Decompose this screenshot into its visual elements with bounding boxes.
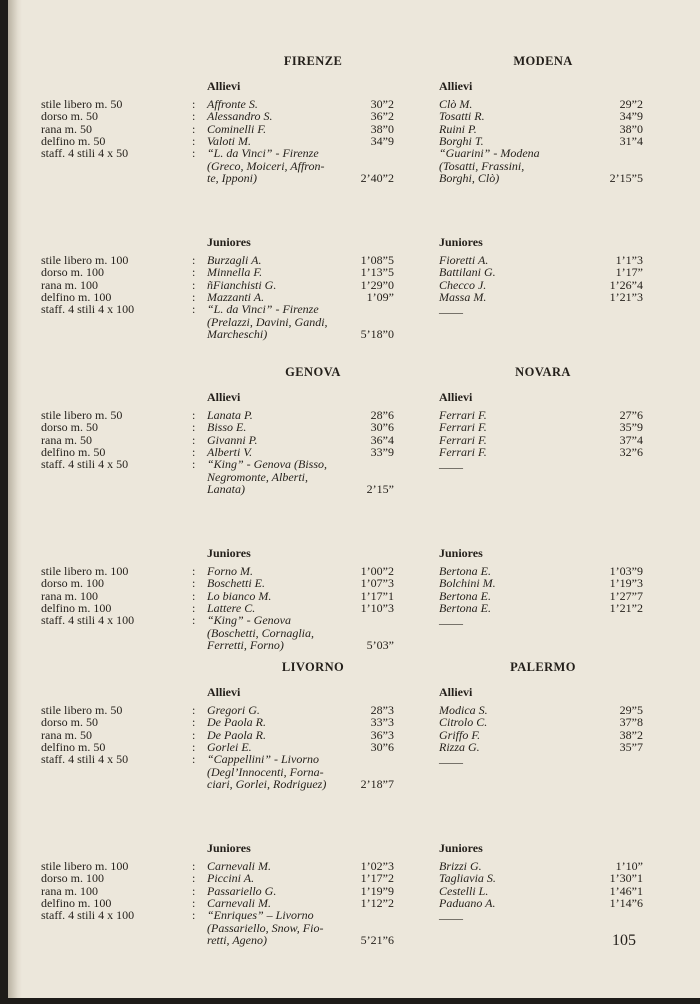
athlete-name: Bertona E.	[439, 588, 491, 603]
event-label: stile libero m. 100	[41, 859, 129, 873]
result-time: 1’13”5	[360, 265, 394, 280]
result-time: 38”0	[370, 121, 394, 136]
event-label: delfino m. 50	[41, 444, 106, 459]
athlete-name: Ferrari F.	[439, 420, 487, 435]
colon-separator: :	[192, 97, 196, 111]
empty-relay-dash: ——	[439, 755, 463, 770]
athlete-name: Lanata P.	[207, 408, 253, 422]
athlete-name: Carnevali M.	[207, 859, 271, 873]
event-label: stile libero m. 100	[41, 253, 129, 267]
empty-relay-dash: ——	[439, 911, 463, 926]
athlete-name: (Greco, Moiceri, Affron-	[207, 158, 325, 173]
event-label: rana m. 50	[41, 121, 92, 136]
athlete-name: Burzagli A.	[207, 253, 262, 267]
juniores-subheading: Juniores	[207, 841, 251, 855]
event-label: dorso m. 50	[41, 715, 98, 730]
athlete-name: “Guarini” - Modena	[439, 146, 540, 161]
event-label: rana m. 100	[41, 883, 98, 898]
athlete-name: Tagliavia S.	[439, 871, 496, 886]
colon-separator: :	[192, 302, 196, 317]
athlete-name: “L. da Vinci” - Firenze	[207, 146, 319, 161]
event-label: staff. 4 stili 4 x 50	[41, 752, 129, 767]
result-time: 1’09”	[366, 289, 394, 304]
result-time: 2’40”2	[360, 170, 394, 185]
athlete-name: Rizza G.	[439, 739, 480, 754]
colon-separator: :	[192, 703, 196, 717]
colon-separator: :	[192, 253, 196, 267]
result-time: 1’00”2	[360, 564, 394, 578]
athlete-name: De Paola R.	[207, 727, 266, 742]
athlete-name: Paduano A.	[439, 895, 496, 910]
athlete-name: Carnevali M.	[207, 895, 271, 910]
event-label: rana m. 50	[41, 432, 92, 447]
city-heading: PALERMO	[510, 660, 576, 674]
result-time: 38”0	[619, 121, 643, 136]
colon-separator: :	[192, 457, 196, 472]
result-time: 1’03”9	[609, 564, 643, 578]
athlete-name: Boschetti E.	[207, 576, 265, 591]
event-label: rana m. 100	[41, 588, 98, 603]
athlete-name: Bertona E.	[439, 600, 491, 615]
result-time: 2’15”	[366, 481, 394, 496]
event-label: staff. 4 stili 4 x 100	[41, 302, 135, 317]
result-time: 1’27”7	[609, 588, 643, 603]
result-time: 30”6	[370, 739, 394, 754]
event-label: dorso m. 50	[41, 109, 98, 124]
athlete-name: (Prelazzi, Davini, Gandi,	[207, 314, 328, 329]
result-time: 33”3	[370, 715, 394, 730]
athlete-name: te, Ipponi)	[207, 170, 257, 185]
athlete-name: Ferrari F.	[439, 444, 487, 459]
athlete-name: (Passariello, Snow, Fio-	[207, 920, 324, 935]
athlete-name: Brizzi G.	[439, 859, 482, 873]
athlete-name: Tosatti R.	[439, 109, 485, 124]
juniores-subheading: Juniores	[439, 546, 483, 560]
juniores-subheading: Juniores	[207, 235, 251, 249]
athlete-name: Gregori G.	[207, 703, 260, 717]
colon-separator: :	[192, 121, 196, 136]
colon-separator: :	[192, 613, 196, 628]
colon-separator: :	[192, 265, 196, 280]
city-heading: LIVORNO	[281, 660, 345, 674]
athlete-name: Ferrari F.	[439, 408, 487, 422]
result-time: 2’18”7	[360, 776, 394, 791]
allievi-subheading: Allievi	[439, 79, 473, 93]
colon-separator: :	[192, 895, 196, 910]
colon-separator: :	[192, 859, 196, 873]
event-label: delfino m. 50	[41, 739, 106, 754]
athlete-name: Bolchini M.	[439, 576, 496, 591]
athlete-name: Cestelli L.	[439, 883, 489, 898]
event-label: staff. 4 stili 4 x 100	[41, 613, 135, 628]
athlete-name: Minnella F.	[207, 265, 263, 280]
result-time: 1’30”1	[609, 871, 643, 886]
book-page	[8, 0, 700, 998]
page-number: 105	[612, 932, 636, 949]
athlete-name: (Tosatti, Frassini,	[439, 158, 525, 173]
athlete-name: Massa M.	[439, 289, 487, 304]
colon-separator: :	[192, 133, 196, 148]
allievi-subheading: Allievi	[207, 685, 241, 699]
colon-separator: :	[192, 715, 196, 730]
athlete-name: “L. da Vinci” - Firenze	[207, 302, 319, 317]
colon-separator: :	[192, 883, 196, 898]
athlete-name: “King” - Genova (Bisso,	[207, 457, 327, 472]
event-label: rana m. 50	[41, 727, 92, 742]
colon-separator: :	[192, 432, 196, 447]
athlete-name: Forno M.	[207, 564, 253, 578]
result-time: 29”5	[619, 703, 643, 717]
result-time: 2’15”5	[609, 170, 643, 185]
athlete-name: Fioretti A.	[439, 253, 489, 267]
colon-separator: :	[192, 752, 196, 767]
event-label: stile libero m. 100	[41, 564, 129, 578]
colon-separator: :	[192, 871, 196, 886]
empty-relay-dash: ——	[439, 460, 463, 475]
athlete-name: Valoti M.	[207, 133, 251, 148]
city-heading: FIRENZE	[283, 54, 343, 68]
colon-separator: :	[192, 576, 196, 591]
athlete-name: Checco J.	[439, 277, 487, 292]
result-time: 34”9	[370, 133, 394, 148]
page-spine-shadow	[8, 0, 22, 998]
colon-separator: :	[192, 588, 196, 603]
empty-relay-dash: ——	[439, 616, 463, 631]
result-time: 1’10”3	[360, 600, 394, 615]
result-time: 31”4	[619, 133, 643, 148]
result-time: 1’10”	[615, 859, 643, 873]
allievi-subheading: Allievi	[207, 79, 241, 93]
athlete-name: “Enriques” – Livorno	[207, 908, 314, 923]
event-label: delfino m. 100	[41, 600, 112, 615]
result-time: 36”2	[370, 109, 394, 124]
result-time: 1’17”	[615, 265, 643, 280]
athlete-name: Citrolo C.	[439, 715, 488, 730]
result-time: 1’29”0	[360, 277, 394, 292]
athlete-name: Lattere C.	[207, 600, 256, 615]
city-heading: NOVARA	[515, 365, 571, 379]
result-time: 1’02”3	[360, 859, 394, 873]
athlete-name: Alberti V.	[207, 444, 253, 459]
athlete-name: Borghi, Clò)	[439, 170, 500, 185]
colon-separator: :	[192, 146, 196, 161]
athlete-name: Ruini P.	[439, 121, 477, 136]
event-label: staff. 4 stili 4 x 50	[41, 146, 129, 161]
result-time: 36”3	[370, 727, 394, 742]
athlete-name: Battilani G.	[439, 265, 496, 280]
athlete-name: Piccini A.	[207, 871, 255, 886]
result-time: 1’17”1	[360, 588, 394, 603]
colon-separator: :	[192, 564, 196, 578]
result-time: 30”6	[370, 420, 394, 435]
colon-separator: :	[192, 444, 196, 459]
athlete-name: Modica S.	[439, 703, 488, 717]
event-label: staff. 4 stili 4 x 50	[41, 457, 129, 472]
result-time: 5’21”6	[360, 932, 394, 947]
athlete-name: ñFianchisti G.	[207, 277, 277, 292]
result-time: 38”2	[619, 727, 643, 742]
result-time: 35”9	[619, 420, 643, 435]
event-label: stile libero m. 50	[41, 408, 123, 422]
result-time: 5’03”	[366, 637, 394, 652]
athlete-name: Alessandro S.	[207, 109, 273, 124]
athlete-name: ciari, Gorlei, Rodriguez)	[207, 776, 327, 791]
athlete-name: Marcheschi)	[207, 326, 268, 341]
event-label: staff. 4 stili 4 x 100	[41, 908, 135, 923]
colon-separator: :	[192, 289, 196, 304]
athlete-name: Bertona E.	[439, 564, 491, 578]
result-time: 1’19”9	[360, 883, 394, 898]
result-time: 32”6	[619, 444, 643, 459]
athlete-name: “King” - Genova	[207, 613, 291, 628]
result-time: 5’18”0	[360, 326, 394, 341]
result-time: 36”4	[370, 432, 394, 447]
result-time: 1’46”1	[609, 883, 643, 898]
event-label: dorso m. 50	[41, 420, 98, 435]
athlete-name: Ferrari F.	[439, 432, 487, 447]
athlete-name: retti, Ageno)	[207, 932, 267, 947]
colon-separator: :	[192, 739, 196, 754]
athlete-name: Gorlei E.	[207, 739, 252, 754]
athlete-name: Negromonte, Alberti,	[207, 469, 308, 484]
event-label: stile libero m. 50	[41, 703, 123, 717]
colon-separator: :	[192, 600, 196, 615]
result-time: 1’12”2	[360, 895, 394, 910]
athlete-name: Passariello G.	[207, 883, 277, 898]
result-time: 1’1”3	[615, 253, 643, 267]
athlete-name: Bisso E.	[207, 420, 247, 435]
athlete-name: Lanata)	[207, 481, 246, 496]
colon-separator: :	[192, 109, 196, 124]
result-time: 1’26”4	[609, 277, 643, 292]
result-time: 37”8	[619, 715, 643, 730]
athlete-name: De Paola R.	[207, 715, 266, 730]
event-label: dorso m. 100	[41, 871, 104, 886]
result-time: 1’21”2	[609, 600, 643, 615]
result-time: 34”9	[619, 109, 643, 124]
allievi-subheading: Allievi	[207, 390, 241, 404]
athlete-name: Griffo F.	[439, 727, 481, 742]
city-heading: GENOVA	[285, 365, 341, 379]
result-time: 1’19”3	[609, 576, 643, 591]
event-label: dorso m. 100	[41, 265, 104, 280]
event-label: delfino m. 50	[41, 133, 106, 148]
athlete-name: (Degl’Innocenti, Forna-	[207, 764, 324, 779]
result-time: 33”9	[370, 444, 394, 459]
event-label: stile libero m. 50	[41, 97, 123, 111]
result-time: 1’14”6	[609, 895, 643, 910]
colon-separator: :	[192, 408, 196, 422]
result-time: 28”6	[370, 408, 394, 422]
event-label: delfino m. 100	[41, 289, 112, 304]
event-label: rana m. 100	[41, 277, 98, 292]
result-time: 1’08”5	[360, 253, 394, 267]
allievi-subheading: Allievi	[439, 390, 473, 404]
allievi-subheading: Allievi	[439, 685, 473, 699]
result-time: 30”2	[370, 97, 394, 111]
athlete-name: Cominelli F.	[207, 121, 267, 136]
athlete-name: Borghi T.	[439, 133, 484, 148]
athlete-name: “Cappellini” - Livorno	[207, 752, 320, 767]
result-time: 35”7	[619, 739, 643, 754]
result-time: 29”2	[619, 97, 643, 111]
result-time: 28”3	[370, 703, 394, 717]
athlete-name: Affronte S.	[207, 97, 258, 111]
juniores-subheading: Juniores	[207, 546, 251, 560]
colon-separator: :	[192, 727, 196, 742]
colon-separator: :	[192, 277, 196, 292]
athlete-name: Ferretti, Forno)	[207, 637, 284, 652]
result-time: 1’21”3	[609, 289, 643, 304]
result-time: 37”4	[619, 432, 643, 447]
event-label: delfino m. 100	[41, 895, 112, 910]
athlete-name: Clò M.	[439, 97, 473, 111]
juniores-subheading: Juniores	[439, 841, 483, 855]
result-time: 27”6	[619, 408, 643, 422]
result-time: 1’17”2	[360, 871, 394, 886]
colon-separator: :	[192, 420, 196, 435]
empty-relay-dash: ——	[439, 305, 463, 320]
event-label: dorso m. 100	[41, 576, 104, 591]
athlete-name: Mazzanti A.	[207, 289, 265, 304]
athlete-name: Givanni P.	[207, 432, 258, 447]
juniores-subheading: Juniores	[439, 235, 483, 249]
athlete-name: Lo bianco M.	[207, 588, 272, 603]
athlete-name: (Boschetti, Cornaglia,	[207, 625, 314, 640]
city-heading: MODENA	[513, 54, 573, 68]
colon-separator: :	[192, 908, 196, 923]
result-time: 1’07”3	[360, 576, 394, 591]
